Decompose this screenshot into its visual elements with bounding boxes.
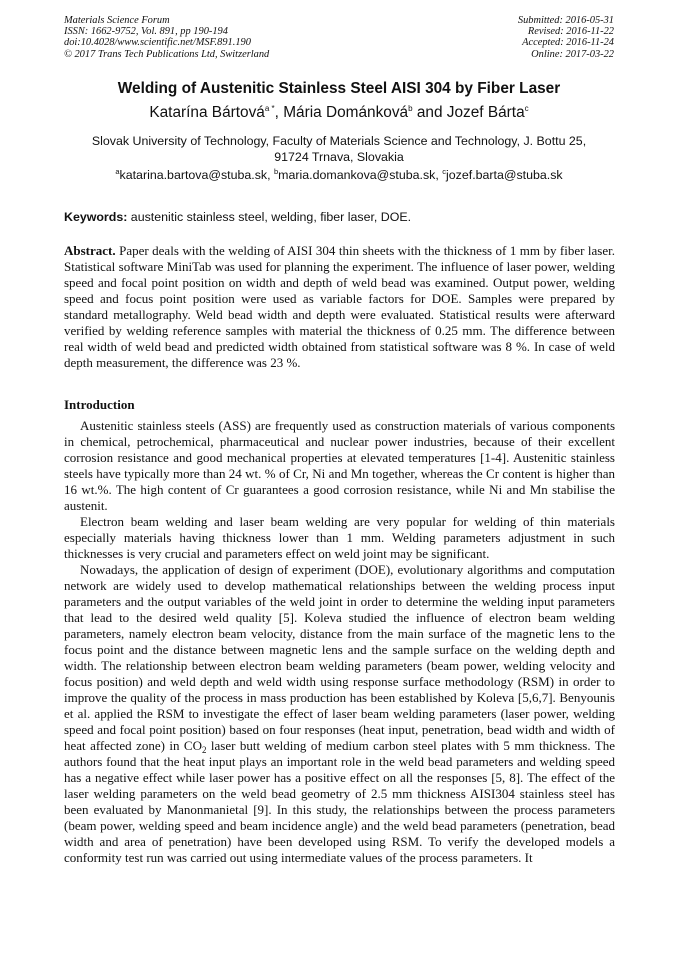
- affiliation: [40, 133, 638, 165]
- journal-info: [64, 15, 269, 60]
- affiliation-line: 91724 Trnava, Slovakia: [274, 150, 404, 164]
- keywords: [64, 210, 615, 224]
- email-list: $^a$katarina.bartova@stuba.sk, $^b$maria.domankova@stuba.sk, $^c$jozef.barta@stuba.sk: [115, 167, 563, 182]
- keywords-text: austenitic stainless steel, welding, fiber laser, DOE.: [127, 210, 412, 224]
- introduction-body: [64, 418, 615, 866]
- paragraph: Austenitic stainless steels (ASS) are frequently used as construction materials of various components in chemical, petrochemical, pharmaceutical and nuclear power industries, because of their excellent corrosion resistance and good mechanical properties at elevated temperatures [1-4]. Austenitic stainless steels have typically more than 24 wt. % of Cr, Ni and Mn together, whereas the Cr content is higher than 16 wt.%. The high content of Cr guarantees a good corrosion resistance, while Ni and Mn stabilise the austenit.: [64, 418, 615, 514]
- email-link[interactable]: katarina.bartova@stuba.sk: [119, 168, 268, 182]
- author-list: Katarína Bártová$^{a *}$, Mária Dománková$^b$ and Jozef Bárta$^c$: [149, 104, 529, 121]
- paper-title: Welding of Austenitic Stainless Steel AISI 304 by Fiber Laser: [117, 80, 561, 97]
- issn-line: ISSN: 1662-9752, Vol. 891, pp 190-194: [64, 26, 228, 38]
- abstract-text: Paper deals with the welding of AISI 304 thin sheets with the thickness of 1 mm by fiber laser. Statistical software MiniTab was used for planning the experiment. The influence of laser power, welding speed and focal point position on width and depth of weld bead was examined. Output power, welding speed and focus point position were used as variable factors for DOE. Samples were prepared by standard metallography. Weld bead width and depth were evaluated. Statistical results were afterward verified by welding reference samples with material the thickness of 0.25 mm. The difference between real width of weld bead and predicted width obtained from statistical software was 8 %. In case of weld depth measurement, the difference was 23 %.: [64, 243, 615, 371]
- abstract: [64, 243, 615, 371]
- author-superscript: c: [524, 104, 529, 113]
- email-link[interactable]: maria.domankova@stuba.sk: [278, 168, 436, 182]
- author-name: Mária Dománková: [283, 104, 409, 121]
- doi-line: doi:10.4028/www.scientific.net/MSF.891.190: [64, 37, 251, 49]
- abstract-label: Abstract.: [64, 243, 116, 258]
- online-date: Online: 2017-03-22: [531, 48, 614, 60]
- accepted-date: Accepted: 2016-11-24: [522, 37, 614, 49]
- author-name: Jozef Bárta: [446, 104, 525, 121]
- submitted-date: Submitted: 2016-05-31: [517, 15, 614, 26]
- section-heading: Introduction: [64, 397, 135, 412]
- dates-info: [518, 15, 614, 60]
- journal-name: Materials Science Forum: [64, 15, 170, 26]
- affiliation-line: Slovak University of Technology, Faculty of Materials Science and Technology, J. Bottu 25,: [91, 134, 587, 148]
- paragraph: Nowadays, the application of design of experiment (DOE), evolutionary algorithms and computation network are widely used to develop mathematical relationships between the welding process input parameters and the output variables of the weld joint in order to determine the welding input parameters that lead to the desired weld quality [5]. Koleva studied the influence of electron beam welding parameters, namely electron beam velocity, distance from the main surface of the magnetic lens to the focus point and the distance between magnetic lens and the sample surface on the welding depth and width. The relationship between electron beam welding parameters (beam power, welding velocity and focus position) and weld depth and weld width using response surface methodology (RSM) in order to improve the quality of the process in mass production has been established by Koleva [5,6,7]. Benyounis et al. applied the RSM to investigate the effect of laser beam welding parameters (laser power, welding speed and focal point position) based on four responses (heat input, penetration, bead width and width of heat affected zone) in $CO_2$ laser butt welding of medium carbon steel plates with 5 mm thickness. The authors found that the heat input plays an important role in the weld bead parameters and welding speed has a negative effect while laser power has a positive effect on all the responses [5, 8]. The effect of the laser welding parameters on the weld bead geometry of 2.5 mm thickness AISI304 stainless steel has been evaluated by Manonmanietal [9]. In this study, the relationships between the process parameters (beam power, welding speed and beam incidence angle) and the weld bead parameters (penetration, bead width and area of penetration) have been developed using RSM. To verify the developed models a conformity test run was carried out using intermediate values of the process parameters. It: [64, 562, 615, 866]
- author-superscript: a *: [264, 104, 275, 113]
- revised-date: Revised: 2016-11-22: [527, 26, 614, 38]
- author-name: Katarína Bártová: [149, 104, 265, 121]
- email-link[interactable]: jozef.barta@stuba.sk: [446, 168, 563, 182]
- copyright-line: © 2017 Trans Tech Publications Ltd, Switzerland: [64, 48, 270, 60]
- keywords-label: Keywords:: [64, 210, 128, 224]
- paragraph: Electron beam welding and laser beam welding are very popular for welding of thin materials especially materials having thickness lower than 1 mm. Welding parameters adjustment in such thicknesses is very crucial and parameters effect on weld joint may be significant.: [64, 514, 615, 562]
- author-superscript: b: [408, 104, 413, 113]
